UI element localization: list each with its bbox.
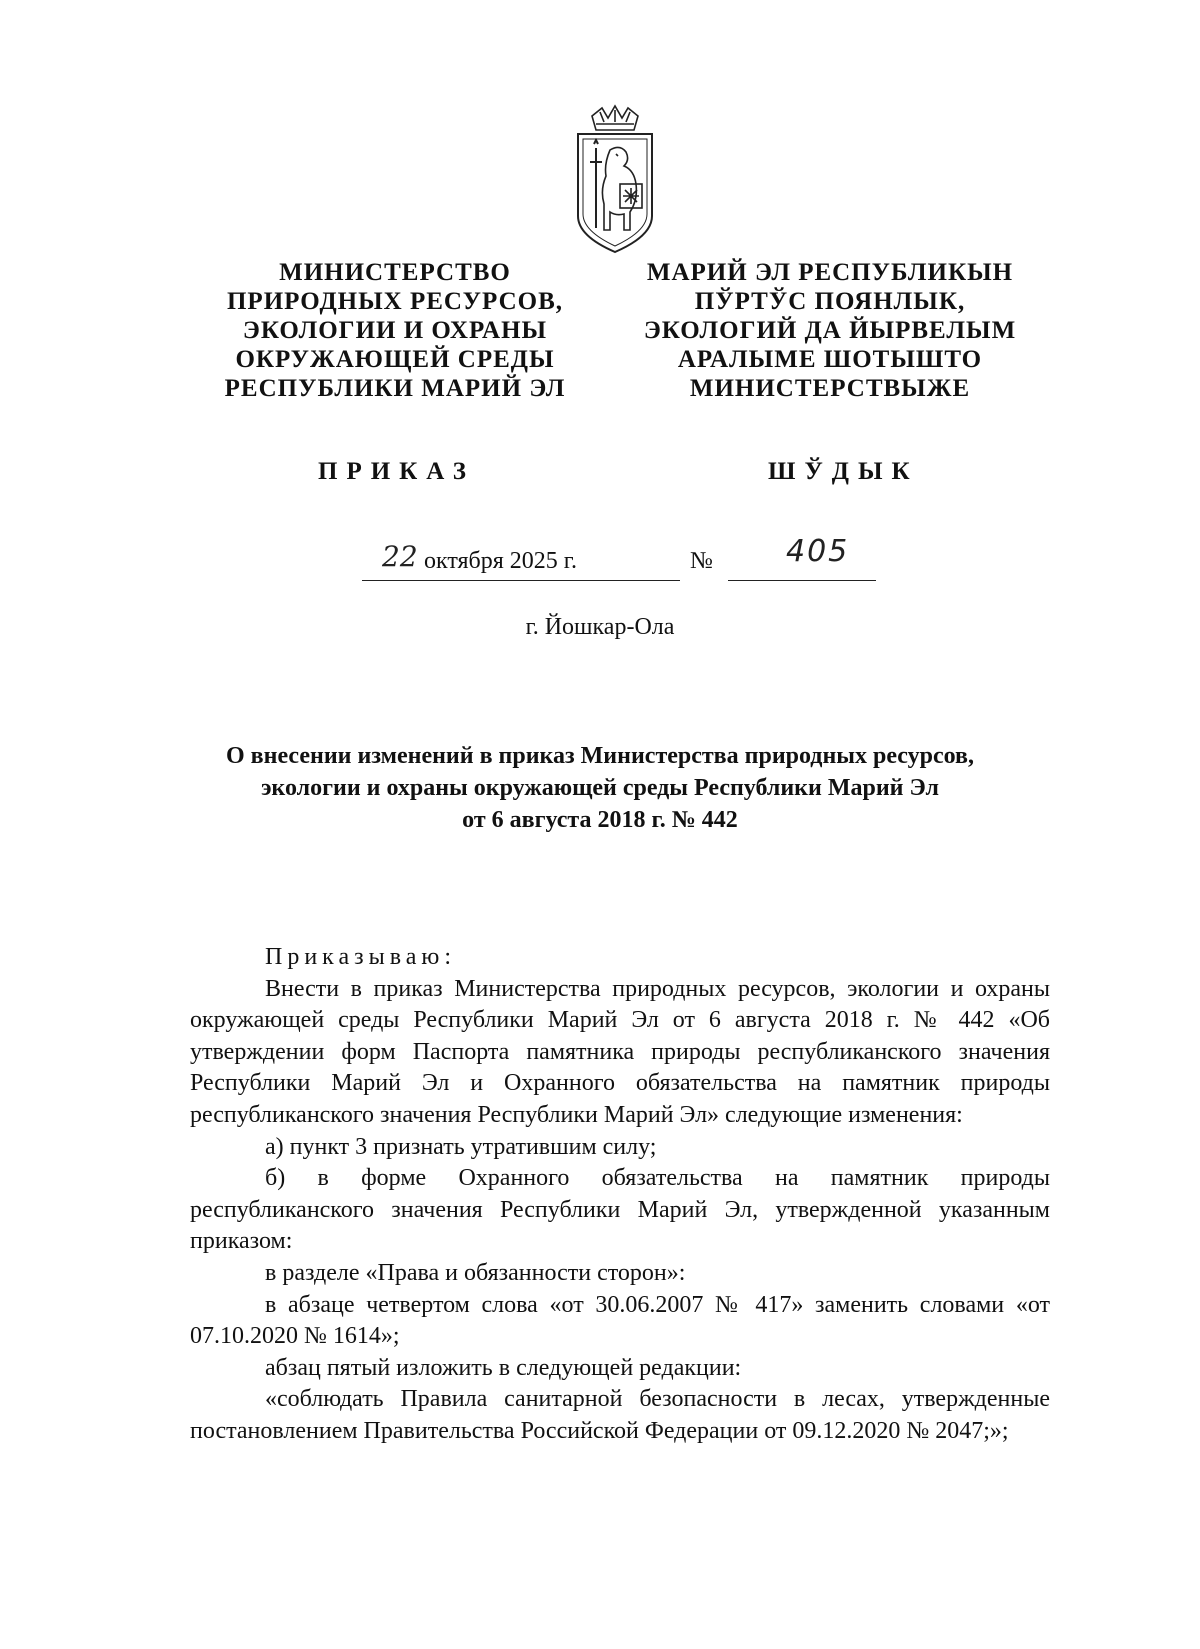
- body-paragraph: Внести в приказ Министерства природных ресурсов, экологии и охраны окружающей среды Республики Марий Эл от 6 августа 2018 г. № 442 «Об утверждении форм Паспорта памятника природы республиканского значения Республики Марий Эл и Охранного обязательства на памятник природы республиканского значения Республики Марий Эл» следующие изменения:: [190, 975, 1050, 1128]
- body-paragraph: абзац пятый изложить в следующей редакции:: [265, 1354, 742, 1381]
- body-paragraph: «соблюдать Правила санитарной безопасности в лесах, утвержденные постановлением Правительства Российской Федерации от 09.12.2020 № 2047;»;: [190, 1386, 1050, 1444]
- body-paragraph: в абзаце четвертом слова «от 30.06.2007 № 417» заменить словами «от 07.10.2020 № 1614»;: [190, 1291, 1050, 1350]
- title-line: от 6 августа 2018 г. № 442: [462, 807, 738, 833]
- ministry-name-line: ОКРУЖАЮЩЕЙ СРЕДЫ: [235, 346, 555, 373]
- body-paragraph: в разделе «Права и обязанности сторон»:: [265, 1259, 686, 1286]
- body-paragraph: б) в форме Охранного обязательства на памятник природы республиканского значения Республики Марий Эл, утвержденной указанным приказом:: [190, 1165, 1050, 1255]
- document-date: [362, 540, 680, 581]
- city-name: г. Йошкар-Ола: [525, 614, 675, 640]
- document-title: [100, 740, 1100, 836]
- document-body: [190, 942, 1050, 1448]
- ministry-name-line: АРАЛЫМЕ ШОТЫШТО: [677, 346, 983, 373]
- title-line: О внесении изменений в приказ Министерства природных ресурсов,: [226, 743, 974, 769]
- body-paragraph: а) пункт 3 признать утратившим силу;: [265, 1133, 657, 1160]
- ministry-name-mari: [610, 258, 1050, 403]
- document-type-russian: ПРИКАЗ: [318, 458, 475, 485]
- ministry-name-line: ПЎРТЎС ПОЯНЛЫК,: [694, 288, 966, 315]
- ministry-name-line: ЭКОЛОГИИ И ОХРАНЫ: [242, 317, 548, 344]
- document-number-handwritten: 405: [786, 534, 850, 569]
- date-month-year: октября 2025 г.: [424, 548, 577, 574]
- ministry-name-line: МИНИСТЕРСТВО: [279, 259, 511, 286]
- date-day-handwritten: 22: [382, 540, 418, 573]
- number-sign: №: [690, 548, 713, 574]
- document-number: [728, 534, 876, 581]
- coat-of-arms-mari-el-icon: [570, 104, 660, 256]
- title-line: экологии и охраны окружающей среды Республики Марий Эл: [261, 775, 939, 801]
- ministry-name-russian: [175, 258, 615, 403]
- ministry-name-line: РЕСПУБЛИКИ МАРИЙ ЭЛ: [224, 375, 566, 402]
- ministry-name-line: МАРИЙ ЭЛ РЕСПУБЛИКЫН: [646, 259, 1014, 286]
- document-type-mari: ШЎДЫК: [768, 458, 919, 485]
- order-word: Приказываю:: [265, 944, 456, 970]
- ministry-name-line: ПРИРОДНЫХ РЕСУРСОВ,: [226, 288, 563, 315]
- ministry-name-line: МИНИСТЕРСТВЫЖЕ: [689, 375, 971, 402]
- ministry-name-line: ЭКОЛОГИЙ ДА ЙЫРВЕЛЫМ: [643, 317, 1017, 344]
